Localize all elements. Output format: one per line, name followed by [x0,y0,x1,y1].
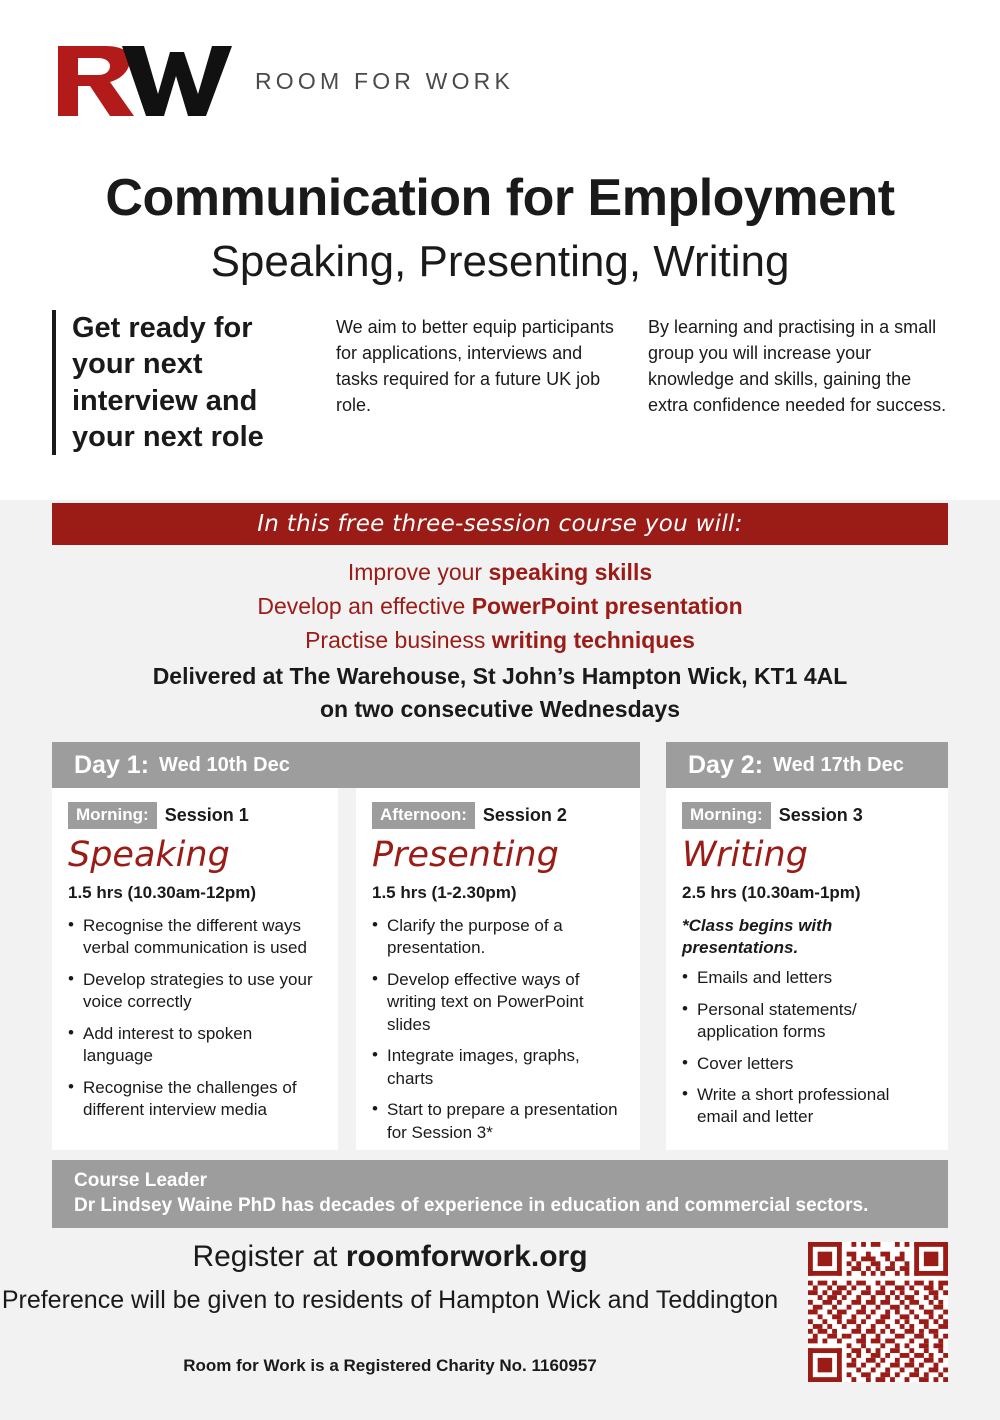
list-item: • Add interest to spoken language [68,1023,322,1068]
day-2-date: Wed 17th Dec [773,753,904,776]
session-1-title: Speaking [68,835,230,875]
outcome-item [0,555,1000,589]
session-2-tag [372,802,624,829]
qr-code-icon[interactable] [808,1242,948,1382]
register-line [0,1240,780,1274]
session-3-number: Session 3 [778,805,863,825]
session-1-tag [68,802,322,829]
session-2-title: Presenting [372,835,559,875]
course-banner: In this free three-session course you will: [52,503,948,545]
outcome-plain: Practise business [305,627,492,654]
session-1-number: Session 1 [164,805,249,825]
session-2-points [372,915,624,1144]
session-3-period: Morning: [682,802,771,829]
session-card-2 [356,788,640,1150]
session-1-period: Morning: [68,802,157,829]
session-3-tag [682,802,932,829]
outcome-plain: Improve your [347,559,489,585]
outcomes-list [0,555,1000,657]
session-card-1 [52,788,338,1150]
day-2-header [666,742,948,788]
logo-wordmark: ROOM FOR WORK [255,67,515,94]
outcome-plain: Develop an effective [257,593,472,620]
list-item: • Recognise the challenges of different interview media [68,1077,322,1122]
list-item: • Start to prepare a presentation for Session 3* [372,1099,624,1144]
logo [52,42,514,120]
intro-paragraph-2: By learning and practising in a small group you will increase your knowledge and skills, gaining the extra confidence needed for success. [648,317,947,416]
list-item: • Write a short professional email and letter [682,1084,932,1129]
outcome-bold: speaking skills [488,559,653,585]
list-item: • Develop effective ways of writing text on PowerPoint slides [372,969,624,1036]
course-leader-heading: Course Leader [74,1170,208,1191]
course-leader-bar [52,1160,948,1228]
intro-lead: Get ready for your next interview and your next role [52,310,314,455]
day-2-label: Day 2: [688,750,764,779]
session-3-note: *Class begins with presentations. [682,916,833,958]
outcome-bold: writing techniques [491,627,695,654]
charity-note: Room for Work is a Registered Charity No. 1160957 [183,1356,597,1375]
day-1-header [52,742,640,788]
session-3-points [682,967,932,1129]
register-prefix: Register at [192,1240,346,1273]
course-leader-detail: Dr Lindsey Waine PhD has decades of experience in education and commercial sectors. [74,1195,869,1216]
list-item: • Personal statements/ application forms [682,999,932,1044]
session-3-hours: 2.5 hrs (10.30am-1pm) [682,883,861,902]
session-3-title: Writing [682,835,808,875]
page-subtitle: Speaking, Presenting, Writing [210,237,790,286]
intro-paragraph-1: We aim to better equip participants for applications, interviews and tasks required for a future UK job role. [336,317,614,416]
rw-monogram-icon [52,42,237,120]
register-website[interactable]: roomforwork.org [345,1240,588,1273]
list-item: • Recognise the different ways verbal communication is used [68,915,322,960]
session-2-number: Session 2 [482,805,567,825]
session-1-points [68,915,322,1122]
outcome-item [0,623,1000,657]
list-item: • Integrate images, graphs, charts [372,1045,624,1090]
session-2-period: Afternoon: [372,802,475,829]
intro-section [52,310,952,455]
session-2-hours: 1.5 hrs (1-2.30pm) [372,883,517,902]
list-item: • Emails and letters [682,967,932,989]
list-item: • Clarify the purpose of a presentation. [372,915,624,960]
venue-line-1: Delivered at The Warehouse, St John’s Hampton Wick, KT1 4AL [152,663,848,689]
day-1-label: Day 1: [74,750,150,779]
list-item: • Cover letters [682,1053,932,1075]
page-title: Communication for Employment [105,169,895,227]
outcome-bold: PowerPoint presentation [471,593,743,620]
preference-note: Preference will be given to residents of Hampton Wick and Teddington [1,1286,779,1314]
outcome-item [0,589,1000,623]
venue-line-2: on two consecutive Wednesdays [319,695,680,722]
day-1-date: Wed 10th Dec [159,753,290,776]
session-1-hours: 1.5 hrs (10.30am-12pm) [68,883,257,902]
venue-info [0,660,1000,725]
list-item: • Develop strategies to use your voice correctly [68,969,322,1014]
session-card-3 [666,788,948,1150]
